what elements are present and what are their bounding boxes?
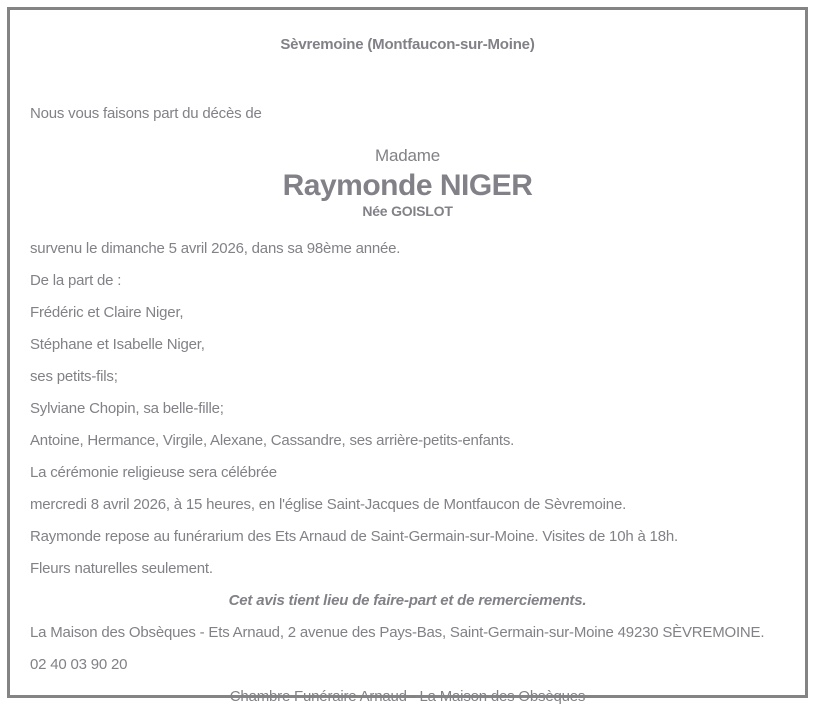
commune-header: Sèvremoine (Montfaucon-sur-Moine) — [280, 36, 535, 53]
maiden-name: Née GOISLOT — [362, 203, 453, 219]
intro-text: Nous vous faisons part du décès de — [30, 105, 262, 122]
deceased-name: Raymonde NIGER — [282, 169, 533, 202]
death-notice-box — [7, 7, 808, 705]
on-behalf-line: De la part de : — [30, 272, 122, 289]
family-line: Frédéric et Claire Niger, — [30, 304, 184, 321]
family-line: Antoine, Hermance, Virgile, Alexane, Cassandre, ses arrière-petits-enfants. — [30, 432, 515, 449]
family-line: Stéphane et Isabelle Niger, — [30, 336, 205, 353]
phone-number: 02 40 03 90 20 — [30, 656, 128, 673]
ceremony-line: La cérémonie religieuse sera célébrée — [30, 464, 277, 481]
ceremony-details-line: mercredi 8 avril 2026, à 15 heures, en l'église Saint-Jacques de Montfaucon de Sèvremoine. — [30, 496, 627, 513]
civility-title: Madame — [375, 146, 440, 165]
faire-part-notice: Cet avis tient lieu de faire-part et de remerciements. — [228, 592, 587, 609]
funerarium-line: Raymonde repose au funérarium des Ets Arnaud de Saint-Germain-sur-Moine. Visites de 10h à 18h. — [30, 528, 678, 545]
death-date-line: survenu le dimanche 5 avril 2026, dans sa 98ème année. — [30, 240, 401, 257]
family-line: Sylviane Chopin, sa belle-fille; — [30, 400, 224, 417]
flowers-line: Fleurs naturelles seulement. — [30, 560, 213, 577]
funeral-home-address: La Maison des Obsèques - Ets Arnaud, 2 avenue des Pays-Bas, Saint-Germain-sur-Moine 49230 SÈVREMOINE. — [30, 624, 765, 641]
family-line: ses petits-fils; — [30, 368, 118, 385]
funeral-home-footer: Chambre Funéraire Arnaud - La Maison des Obsèques — [229, 688, 586, 705]
